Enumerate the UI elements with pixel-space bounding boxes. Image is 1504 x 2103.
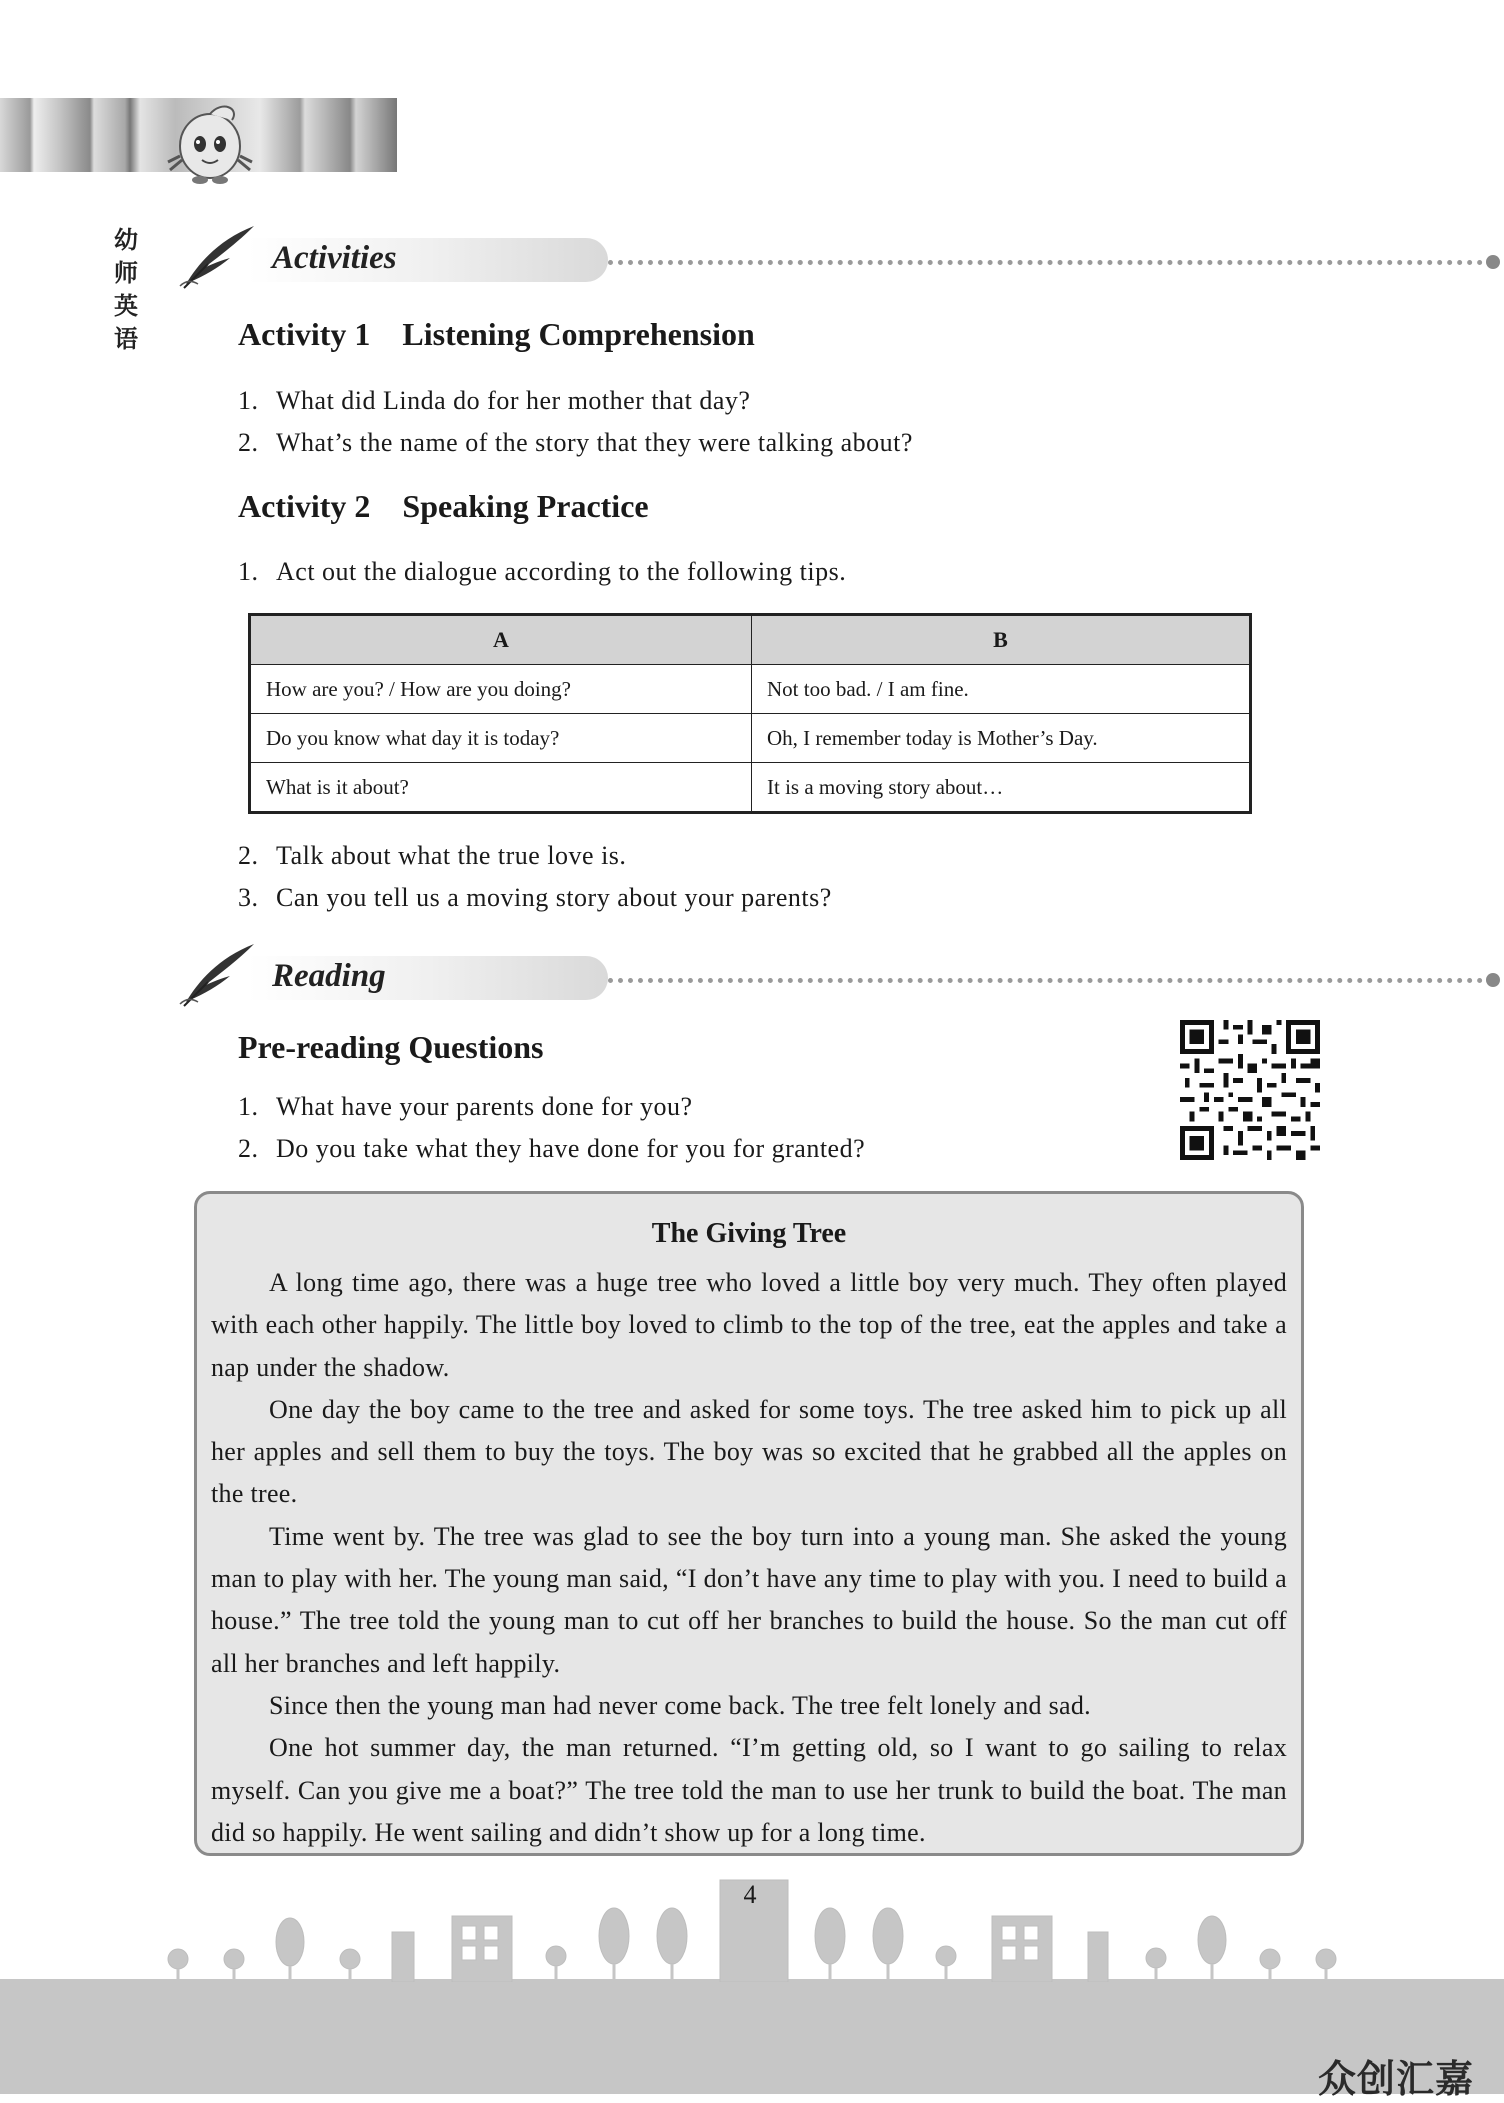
table-cell: Do you know what day it is today? (250, 714, 752, 763)
table-cell: It is a moving story about… (752, 763, 1251, 813)
activity-1-heading: Activity 1 Listening Comprehension (238, 316, 755, 352)
footer-band (0, 1979, 1504, 2094)
story-paragraph: One hot summer day, the man returned. “I’m getting old, so I want to go sailing to relax myself. Can you give me a boat?” The tree told the man to use her trunk to build the boat. The man did so happily. He went sailing and didn’t show up for a long time. (211, 1733, 1287, 1847)
qr-code-icon[interactable] (1180, 1020, 1320, 1160)
question-item: 1. What did Linda do for her mother that day? (238, 386, 751, 415)
question-item: 2. Talk about what the true love is. (238, 841, 627, 870)
story-paragraph: One day the boy came to the tree and asked for some toys. The tree asked him to pick up all her apples and sell them to buy the toys. The boy was so excited that he grabbed all the apples on the tree. (211, 1394, 1287, 1509)
story-title: The Giving Tree (651, 1218, 847, 1249)
quill-pen-icon (178, 224, 258, 290)
question-item: 3. Can you tell us a moving story about your parents? (238, 883, 832, 912)
side-book-title: 幼 师 英 语 (114, 226, 138, 353)
table-header-row (250, 615, 1251, 665)
question-item: 2. Do you take what they have done for you for granted? (238, 1134, 866, 1163)
pre-reading-heading: Pre-reading Questions (238, 1029, 544, 1065)
divider-end-dot (1486, 973, 1500, 987)
question-item: 2. What’s the name of the story that they were talking about? (238, 428, 913, 457)
page-number: 4 (743, 1880, 757, 1909)
table-cell: How are you? / How are you doing? (250, 665, 752, 714)
table-header-cell: A (250, 615, 752, 665)
divider-end-dot (1486, 255, 1500, 269)
quill-pen-icon (178, 942, 258, 1008)
story-paragraph: A long time ago, there was a huge tree who loved a little boy very much. They often played with each other happily. The little boy loved to climb to the top of the tree, eat the apples and take a nap under the shadow. (211, 1268, 1287, 1382)
story-paragraph: Since then the young man had never come back. The tree felt lonely and sad. (269, 1690, 1091, 1720)
section-title-reading: Reading (272, 958, 386, 994)
reading-section-header (178, 942, 1328, 1010)
dotted-divider (608, 260, 1493, 265)
activities-section-header (178, 224, 1328, 292)
table-cell: What is it about? (250, 763, 752, 813)
story-paragraph: Time went by. The tree was glad to see the boy turn into a young man. She asked the young man to play with her. The young man said, “I don’t have any time to play with you. I need to build a house.” The tree told the young man to cut off her branches to build the house. So the man cut off all her branches and left happily. (211, 1521, 1287, 1678)
table-row (250, 763, 1251, 813)
question-item: 1. Act out the dialogue according to the following tips. (238, 557, 847, 586)
question-item: 1. What have your parents done for you? (238, 1092, 693, 1121)
section-title-activities: Activities (272, 240, 397, 276)
table-row (250, 665, 1251, 714)
table-row (250, 714, 1251, 763)
activity-2-heading: Activity 2 Speaking Practice (238, 488, 649, 524)
mascot-icon (162, 96, 258, 186)
table-header-cell: B (752, 615, 1251, 665)
dotted-divider (608, 978, 1493, 983)
table-cell: Not too bad. / I am fine. (752, 665, 1251, 714)
dialogue-tips-table (248, 613, 1252, 814)
table-cell: Oh, I remember today is Mother’s Day. (752, 714, 1251, 763)
story-reading-box (194, 1191, 1304, 1856)
watermark-logo: 众创汇嘉 (1318, 2057, 1475, 2101)
